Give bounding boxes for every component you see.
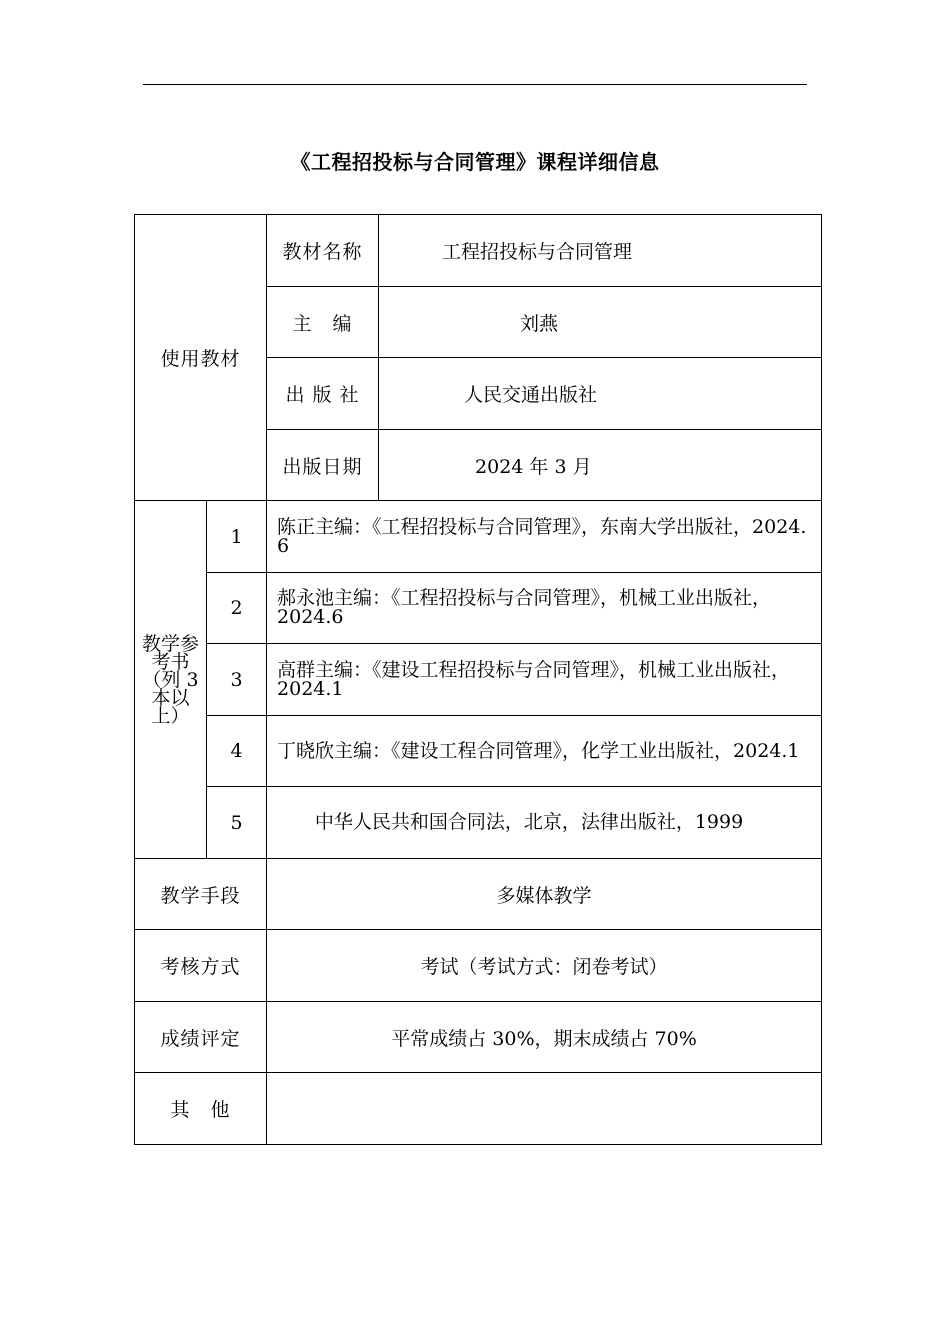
reference-row: [135, 716, 822, 787]
textbook-section-label: 使用教材: [135, 215, 267, 501]
references-section-label: 教学参考书（列 3 本以上）: [135, 501, 207, 859]
teaching-method-row: [135, 859, 822, 930]
reference-text: 陈正主编：《工程招投标与合同管理》，东南大学出版社，2024. 6: [267, 501, 822, 573]
reference-number: 2: [207, 573, 267, 644]
reference-number: 4: [207, 716, 267, 787]
teaching-method-label: 教学手段: [135, 859, 267, 930]
other-value: [267, 1073, 822, 1145]
reference-row: [135, 501, 822, 573]
other-row: [135, 1073, 822, 1145]
reference-row: [135, 644, 822, 716]
teaching-method-value: 多媒体教学: [267, 859, 822, 930]
reference-row: [135, 787, 822, 859]
reference-text: 郝永池主编：《工程招投标与合同管理》，机械工业出版社，2024.6: [267, 573, 822, 644]
other-label: 其 他: [135, 1073, 267, 1145]
textbook-date-value: 2024 年 3 月: [379, 430, 822, 501]
reference-row: [135, 573, 822, 644]
reference-text: 高群主编：《建设工程招投标与合同管理》，机械工业出版社，2024.1: [267, 644, 822, 716]
textbook-editor-value: 刘燕: [379, 287, 822, 358]
reference-text: 中华人民共和国合同法，北京，法律出版社，1999: [267, 787, 822, 859]
grading-value: 平常成绩占 30%，期末成绩占 70%: [267, 1002, 822, 1073]
textbook-editor-label: 主 编: [267, 287, 379, 358]
page-title: 《工程招投标与合同管理》课程详细信息: [290, 150, 660, 174]
textbook-row-name: [135, 215, 822, 287]
course-info-table: [134, 214, 822, 1145]
assessment-row: [135, 930, 822, 1002]
reference-number: 3: [207, 644, 267, 716]
reference-number: 1: [207, 501, 267, 573]
textbook-publisher-value: 人民交通出版社: [379, 358, 822, 430]
grading-row: [135, 1002, 822, 1073]
reference-number: 5: [207, 787, 267, 859]
header-rule: [143, 84, 807, 85]
textbook-publisher-label: 出 版 社: [267, 358, 379, 430]
assessment-value: 考试（考试方式：闭卷考试）: [267, 930, 822, 1002]
textbook-name-label: 教材名称: [267, 215, 379, 287]
textbook-name-value: 工程招投标与合同管理: [379, 215, 822, 287]
textbook-date-label: 出版日期: [267, 430, 379, 501]
reference-text: 丁晓欣主编：《建设工程合同管理》，化学工业出版社，2024.1: [267, 716, 822, 787]
grading-label: 成绩评定: [135, 1002, 267, 1073]
assessment-label: 考核方式: [135, 930, 267, 1002]
